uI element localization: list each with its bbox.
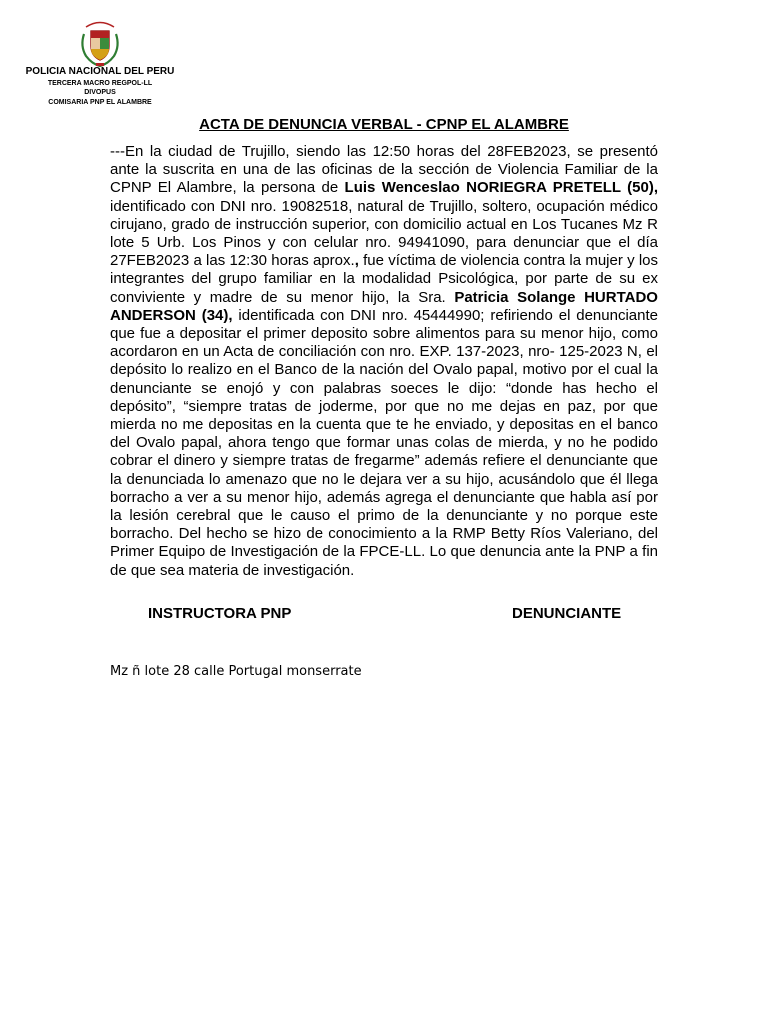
- document-title: ACTA DE DENUNCIA VERBAL - CPNP EL ALAMBRE: [199, 116, 569, 133]
- division-unit: DIVOPUS: [84, 89, 116, 96]
- body-text-4: identificada con DNI nro. 45444990; refiriendo el denunciante que fue a depositar el primer deposito sobre alimentos para su menor hijo, como acordaron en un Acta de conciliación con nro. EXP. 137-2023, nro- 125-2023 N, el depósito lo realizo en el Banco de la nación del Ovalo papal, motivo por el cual la denunciante se enojó y con palabras soeces le dijo: “donde has hecho el depósito”, “siempre tratas de joderme, por que no me dejas en paz, por que mierda no me depositas en la cuenta que te he enviado, y depositas en el banco del Ovalo papal, ahora tengo que formar unas colas de mierda, y no he podido cobrar el dinero y siempre tratas de fregarme” además refiere el denunciante que la denunciada lo amenazo que no le dejara ver a su hijo, acusándolo que él llega borracho a ver a su menor hijo, además agrega el denunciante que habla así por la lesión cerebral que le causo el primo de la denunciante y no porque este borracho. Del hecho se hizo de conocimiento a la RMP Betty Ríos Valeriano, del Primer Equipo de Investigación de la FPCE-LL. Lo que denuncia ante la PNP a fin de que sea materia de investigación.: [110, 306, 658, 579]
- respondent-name: Patricia Solange HURTADO ANDERSON (34),: [110, 288, 658, 324]
- address-note: Mz ñ lote 28 calle Portugal monserrate: [110, 664, 362, 679]
- complainant-signature-label: DENUNCIANTE: [512, 605, 622, 622]
- body-text-3: fue víctima de violencia contra la mujer y los integrantes del grupo familiar en la modalidad Psicológica, por parte de su ex conviviente y madre de su menor hijo, la Sra.: [110, 252, 658, 306]
- police-station: COMISARIA PNP EL ALAMBRE: [48, 99, 152, 106]
- body-text-1: ---En la ciudad de Trujillo, siendo las 12:50 horas del 28FEB2023, se presentó ante la suscrita en una de las oficinas de la sección de Violencia Familiar de la CPNP El Alambre, la persona de: [110, 143, 658, 197]
- institution-name: POLICIA NACIONAL DEL PERU: [25, 66, 175, 77]
- national-seal-icon: [76, 16, 124, 68]
- bold-comma: ,: [354, 252, 359, 270]
- complainant-name: Luis Wenceslao NORIEGRA PRETELL (50),: [344, 179, 658, 197]
- instructor-signature-label: INSTRUCTORA PNP: [148, 605, 292, 622]
- body-text-2: identificado con DNI nro. 19082518, natural de Trujillo, soltero, ocupación médico cirujano, grado de instrucción superior, con domicilio actual en Los Tucanes Mz R lote 5 Urb. Los Pinos y con celular nro. 94941090, para denunciar que el día 27FEB2023 a las 12:30 horas aprox.: [110, 197, 658, 270]
- regional-unit: TERCERA MACRO REGPOL-LL: [47, 80, 153, 87]
- complaint-body: [110, 143, 658, 580]
